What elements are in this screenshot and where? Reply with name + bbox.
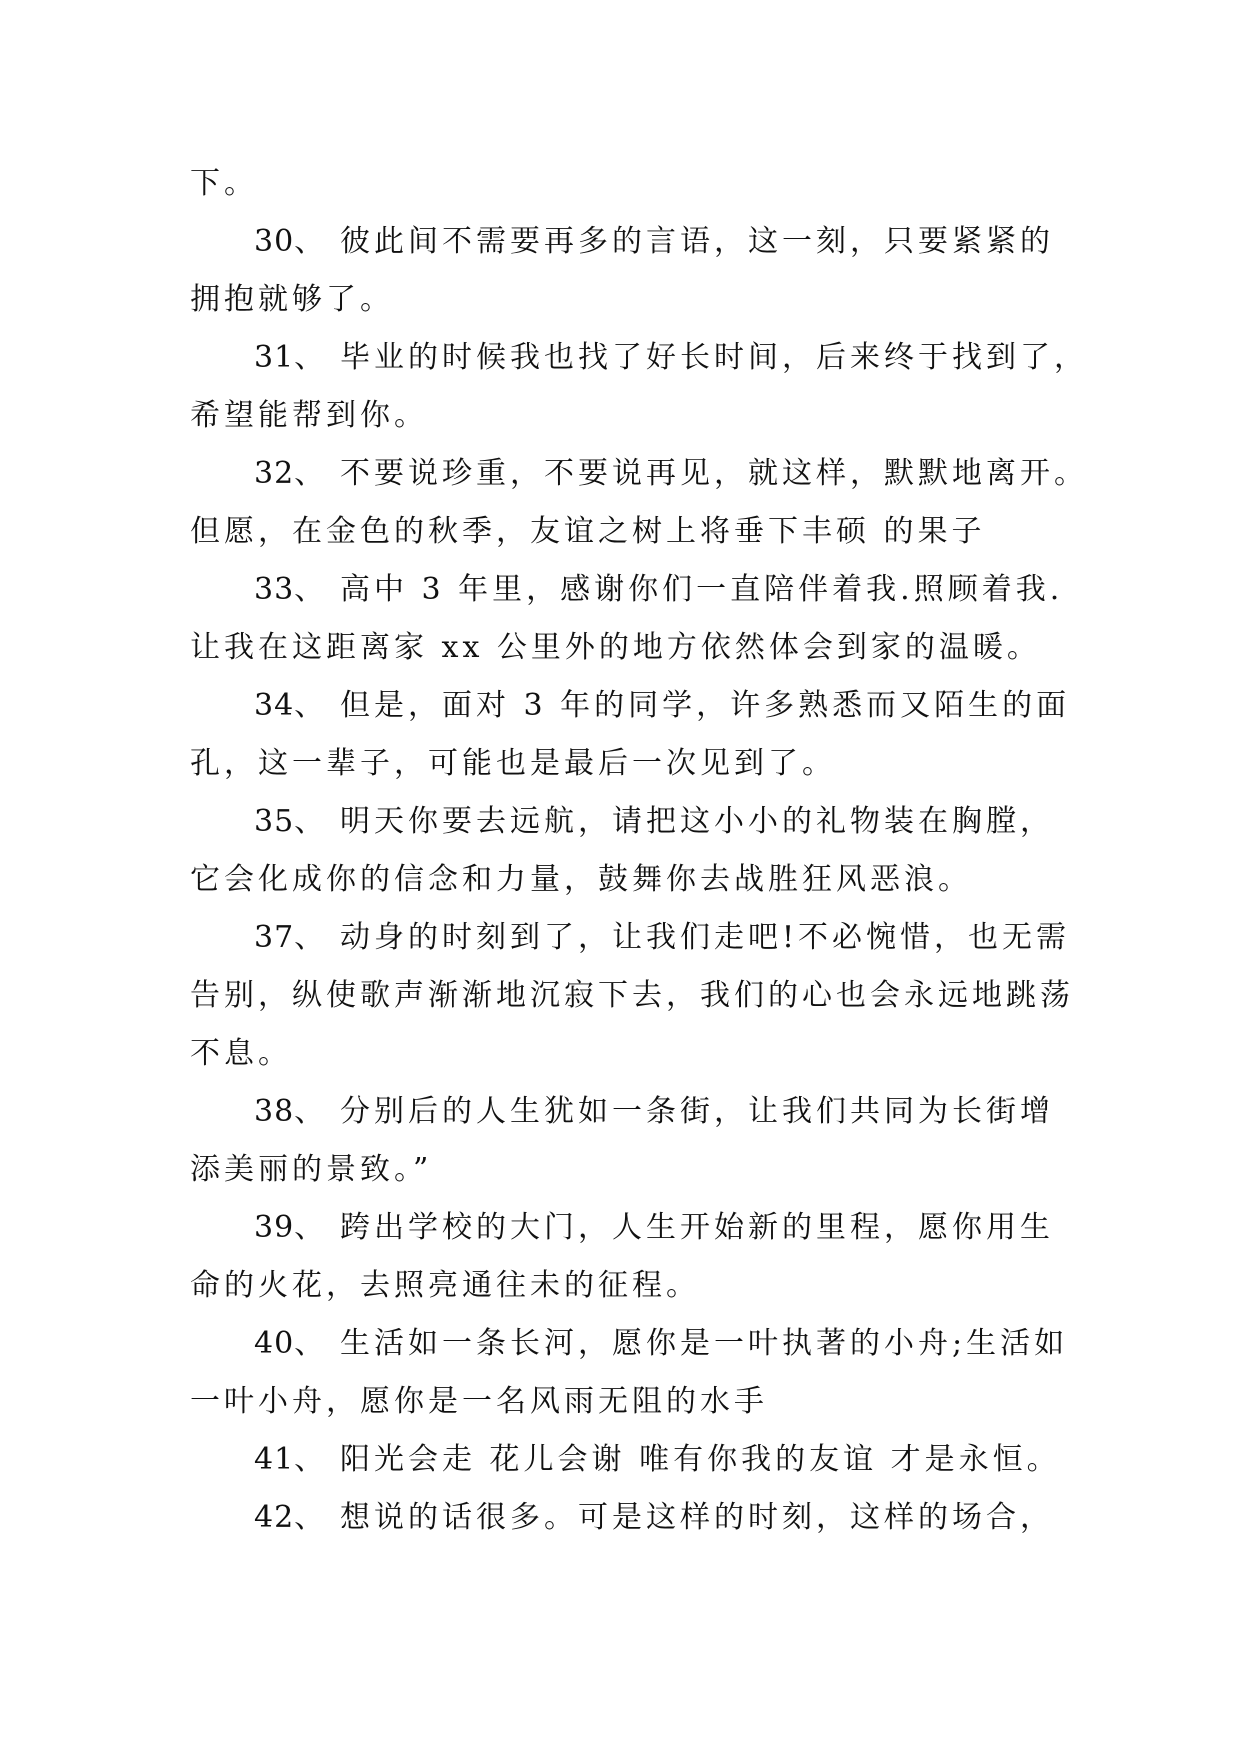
list-item-37	[190, 909, 1070, 967]
document-page	[190, 155, 1088, 1547]
line-text: 明天你要去远航，请把这小小的礼物装在胸膛，	[340, 804, 1054, 839]
line-text: 毕业的时候我也找了好长时间，后来终于找到了，	[340, 340, 1088, 375]
text-line	[190, 1373, 1070, 1431]
line-text: 但愿，在金色的秋季，友谊之树上将垂下丰硕 的果子	[190, 514, 986, 549]
line-text: 它会化成你的信念和力量，鼓舞你去战胜狂风恶浪。	[190, 862, 972, 897]
text-line	[190, 735, 1070, 793]
list-item-38	[190, 1083, 1070, 1141]
list-item-34	[190, 677, 1070, 735]
line-text: 添美丽的景致。”	[190, 1152, 433, 1187]
text-line	[190, 387, 1070, 445]
line-text: 不息。	[190, 1036, 292, 1071]
line-text: 阳光会走 花儿会谢 唯有你我的友谊 才是永恒。	[340, 1442, 1061, 1477]
text-line	[190, 967, 1074, 1025]
line-text: 动身的时刻到了，让我们走吧!不必惋惜，也无需	[340, 920, 1071, 955]
list-item-32	[190, 445, 1088, 503]
list-item-40	[190, 1315, 1070, 1373]
item-number: 33、	[254, 572, 326, 607]
item-number: 39、	[254, 1210, 326, 1245]
list-item-42	[190, 1489, 1070, 1547]
item-number: 40、	[254, 1326, 326, 1361]
line-text: 想说的话很多。可是这样的时刻，这样的场合，	[340, 1500, 1054, 1535]
list-item-41	[190, 1431, 1070, 1489]
item-number: 32、	[254, 456, 326, 491]
list-item-39	[190, 1199, 1070, 1257]
list-item-31	[190, 329, 1088, 387]
item-number: 30、	[254, 224, 326, 259]
text-line	[190, 1257, 1070, 1315]
list-item-35	[190, 793, 1070, 851]
item-number: 35、	[254, 804, 326, 839]
line-text: 不要说珍重，不要说再见，就这样，默默地离开。	[340, 456, 1088, 491]
item-number: 34、	[254, 688, 326, 723]
line-text: 生活如一条长河，愿你是一叶执著的小舟;生活如	[340, 1326, 1069, 1361]
line-text: 让我在这距离家 xx 公里外的地方依然体会到家的温暖。	[190, 630, 1041, 665]
item-number: 42、	[254, 1500, 326, 1535]
list-item-30	[190, 213, 1070, 271]
item-number: 38、	[254, 1094, 326, 1129]
line-text: 跨出学校的大门，人生开始新的里程，愿你用生	[340, 1210, 1054, 1245]
line-text: 孔，这一辈子，可能也是最后一次见到了。	[190, 746, 836, 781]
line-text: 希望能帮到你。	[190, 398, 428, 433]
text-line	[190, 1141, 1070, 1199]
item-number: 37、	[254, 920, 326, 955]
line-text: 彼此间不需要再多的言语，这一刻，只要紧紧的	[340, 224, 1054, 259]
list-item-33	[190, 561, 1070, 619]
line-text: 一叶小舟，愿你是一名风雨无阻的水手	[190, 1384, 768, 1419]
text-line	[190, 155, 1070, 213]
line-text: 下。	[190, 166, 258, 201]
text-line	[190, 503, 1070, 561]
line-text: 命的火花，去照亮通往未的征程。	[190, 1268, 700, 1303]
text-line	[190, 851, 1070, 909]
text-line	[190, 271, 1070, 329]
text-line	[190, 619, 1070, 677]
line-text: 告别，纵使歌声渐渐地沉寂下去，我们的心也会永远地跳荡	[190, 978, 1074, 1013]
line-text: 但是，面对 3 年的同学，许多熟悉而又陌生的面	[340, 688, 1071, 723]
text-line	[190, 1025, 1070, 1083]
line-text: 拥抱就够了。	[190, 282, 394, 317]
line-text: 高中 3 年里，感谢你们一直陪伴着我.照顾着我.	[340, 572, 1064, 607]
item-number: 31、	[254, 340, 326, 375]
line-text: 分别后的人生犹如一条街，让我们共同为长街增	[340, 1094, 1054, 1129]
item-number: 41、	[254, 1442, 326, 1477]
